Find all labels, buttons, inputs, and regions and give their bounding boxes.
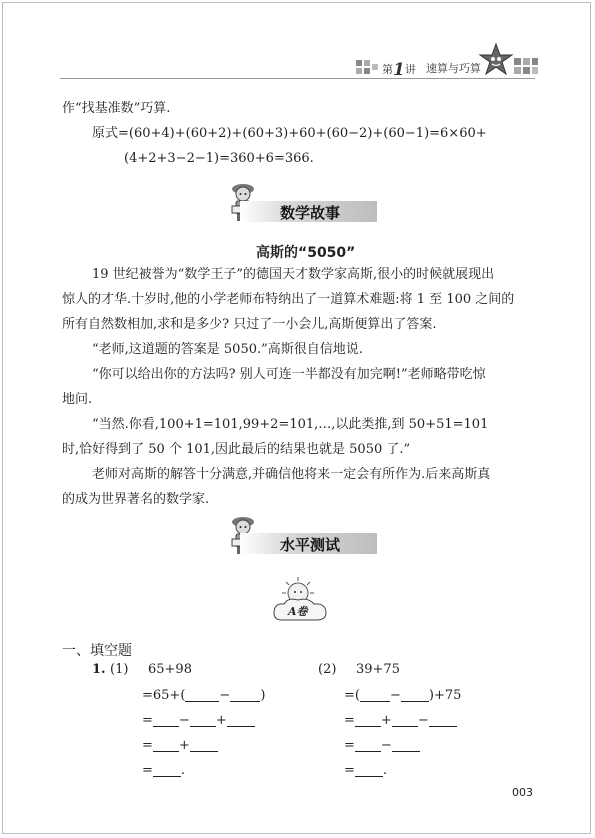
story-line: 19 世纪被誉为“数学王子”的德国天才数学家高斯,很小的时候就展现出 bbox=[92, 267, 495, 282]
answer-blank[interactable] bbox=[153, 763, 181, 777]
story-title: 高斯的“5050” bbox=[256, 245, 356, 261]
answer-blank[interactable] bbox=[153, 713, 179, 727]
test-banner-title: 水平测试 bbox=[280, 536, 341, 554]
story-line: “你可以给出你的方法吗? 别人可连一半都没有加完啊!”老师略带吃惊 bbox=[92, 367, 486, 382]
problem-1-step-4: = . bbox=[142, 763, 186, 778]
chapter-title: 速算与巧算 bbox=[426, 62, 481, 75]
answer-blank[interactable] bbox=[190, 738, 218, 752]
star-mascot-icon bbox=[478, 42, 514, 78]
answer-blank[interactable] bbox=[429, 713, 457, 727]
problem-2-step-3: = − bbox=[344, 738, 420, 752]
problem-1-step-3: = + bbox=[142, 738, 218, 752]
story-line: 的成为世界著名的数学家. bbox=[62, 492, 210, 507]
problem-1-step-1: =65+( − ) bbox=[142, 688, 266, 703]
problem-2-expression: 39+75 bbox=[356, 662, 400, 677]
header-decoration-right bbox=[514, 58, 538, 76]
problem-2-step-4: = . bbox=[344, 763, 388, 778]
level-badge: A卷 bbox=[288, 605, 308, 618]
header-decoration-left bbox=[356, 60, 378, 74]
page-number: 003 bbox=[512, 786, 533, 799]
answer-blank[interactable] bbox=[401, 688, 429, 702]
problem-1-expression: 65+98 bbox=[148, 662, 192, 677]
answer-blank[interactable] bbox=[185, 688, 219, 702]
answer-blank[interactable] bbox=[360, 688, 390, 702]
problem-1-label: (1) bbox=[110, 662, 129, 677]
story-banner-title: 数学故事 bbox=[280, 204, 341, 222]
story-line: 所有自然数相加,求和是多少? 只过了一小会儿,高斯便算出了答案. bbox=[62, 317, 437, 332]
story-line: 惊人的才华.十岁时,他的小学老师布特纳出了一道算术难题:将 1 至 100 之间的 bbox=[62, 292, 515, 307]
problem-2-label: (2) bbox=[318, 662, 337, 677]
answer-blank[interactable] bbox=[355, 763, 383, 777]
intro-line-2: 原式=(60+4)+(60+2)+(60+3)+60+(60−2)+(60−1)=6×60+ bbox=[92, 126, 487, 141]
answer-blank[interactable] bbox=[355, 738, 381, 752]
intro-line-1: 作“找基准数”巧算. bbox=[62, 101, 171, 116]
problem-2-step-2: = + − bbox=[344, 713, 457, 727]
story-line: 地问. bbox=[62, 392, 93, 407]
answer-blank[interactable] bbox=[392, 713, 418, 727]
story-line: “老师,这道题的答案是 5050.”高斯很自信地说. bbox=[92, 342, 363, 357]
answer-blank[interactable] bbox=[153, 738, 179, 752]
answer-blank[interactable] bbox=[355, 713, 381, 727]
problem-1-step-2: = − + bbox=[142, 713, 255, 727]
header-rule bbox=[60, 78, 535, 79]
answer-blank[interactable] bbox=[227, 713, 255, 727]
story-line: 时,恰好得到了 50 个 101,因此最后的结果也就是 5050 了.” bbox=[62, 442, 411, 457]
answer-blank[interactable] bbox=[230, 688, 260, 702]
story-line: 老师对高斯的解答十分满意,并确信他将来一定会有所作为.后来高斯真 bbox=[92, 467, 491, 482]
part-title: 一、填空题 bbox=[62, 643, 132, 659]
question-number: 1. bbox=[92, 662, 106, 677]
intro-line-3: (4+2+3−2−1)=360+6=366. bbox=[124, 151, 314, 166]
lecture-label: 第1讲 bbox=[382, 60, 416, 80]
answer-blank[interactable] bbox=[190, 713, 216, 727]
story-line: “当然.你看,100+1=101,99+2=101,…,以此类推,到 50+51=101 bbox=[92, 417, 489, 432]
problem-2-step-1: =( − )+75 bbox=[344, 688, 462, 703]
answer-blank[interactable] bbox=[392, 738, 420, 752]
